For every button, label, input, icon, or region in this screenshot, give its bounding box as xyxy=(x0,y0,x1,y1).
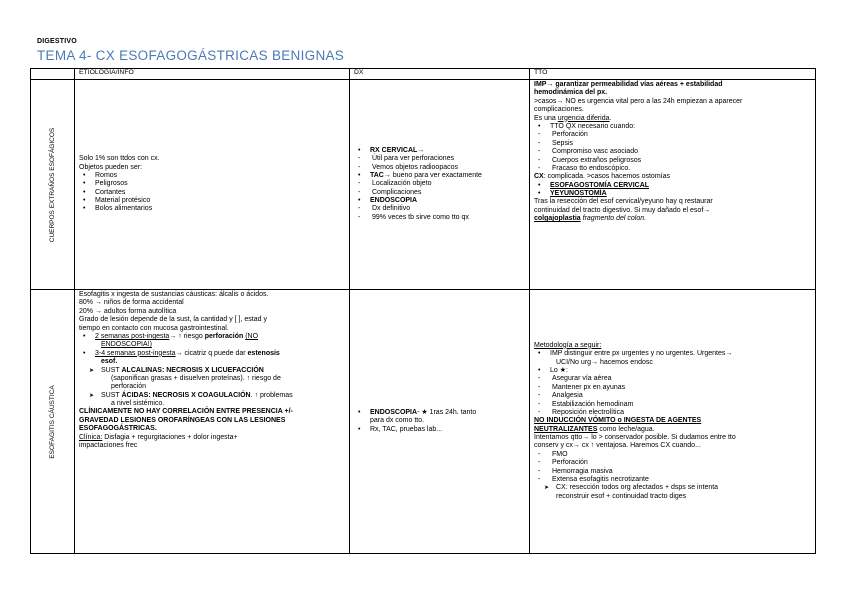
text-line: ENDOSCOPIA!) xyxy=(101,341,152,349)
text: → bueno para ver exactamente xyxy=(383,171,482,179)
text: → cicatriz q puede dar xyxy=(175,349,248,357)
list-item: - Fracaso tto endoscópico. xyxy=(534,165,811,173)
list-item: - Perforación xyxy=(534,459,811,467)
bold-text: ALCALINAS: NECROSIS X LICUEFACCIÓN xyxy=(121,366,264,374)
dx-cell xyxy=(350,290,530,554)
text-line: CLÍNICAMENTE NO HAY CORRELACIÓN ENTRE PRESENCIA +/- xyxy=(79,408,293,416)
text-line xyxy=(534,426,811,434)
list-item xyxy=(354,172,525,180)
italic-text: fragmento del colon. xyxy=(580,215,647,223)
list-item: • Rx, TAC, pruebas lab... xyxy=(354,426,525,434)
dx-cell xyxy=(350,80,530,290)
text-line: conserv y cx→ cx ↑ ventajosa. Haremos CX cuando... xyxy=(534,442,701,450)
text: como leche/agua. xyxy=(597,425,655,433)
list-item: • Romos xyxy=(79,172,345,180)
document-title: TEMA 4- CX ESOFAGOGÁSTRICAS BENIGNAS xyxy=(37,48,345,63)
text: . xyxy=(609,114,612,122)
list-item: - Compromiso vasc asociado xyxy=(534,148,811,156)
text-line: reconstruir esof + continuidad tracto diges xyxy=(556,492,687,500)
list-item: - Cuerpos extraños peligrosos xyxy=(534,157,811,165)
table-header-row xyxy=(31,69,816,80)
text-line: esof. xyxy=(101,358,118,366)
text-line: Objetos pueden ser: xyxy=(79,163,143,171)
list-item: ➤ CX: resección todos org afectados + dsps se intenta xyxy=(534,484,811,492)
text-line: Tras la resección del esof cervical/yeyuno hay q restaurar xyxy=(534,198,713,206)
bold-text: TAC xyxy=(370,171,384,179)
list-item: - Dx definitivo xyxy=(354,205,525,213)
underlined-text: 2 semanas post-ingesta xyxy=(95,332,170,340)
list-item: - Perforación xyxy=(534,131,811,139)
column-header-tto: TTO xyxy=(530,69,816,80)
list-item: • Material protésico xyxy=(79,197,345,205)
list-item: - Estabilización hemodinam xyxy=(534,401,811,409)
text: → ↑ riesgo xyxy=(169,332,205,340)
text-line: UCI/No urg→ hacemos endosc xyxy=(556,358,653,366)
bold-text: YEYUNOSTOMÍA xyxy=(550,190,607,198)
bold-text: CX xyxy=(534,173,544,181)
text-line: Esofagitis x ingesta de sustancias cáusticas: álcalis o ácidos. xyxy=(79,291,269,298)
text-line: continuidad del tracto digestivo. Si muy dañado el esof→ xyxy=(534,206,711,214)
list-item: • TTO QX necesario cuando: xyxy=(534,123,811,131)
text-line: 80% → niños de forma accidental xyxy=(79,299,184,307)
text: - ★ 1ras 24h. tanto xyxy=(417,408,477,416)
list-item: - Analgesia xyxy=(534,392,811,400)
table-row xyxy=(31,290,816,554)
underlined-text: Clínica: xyxy=(79,433,103,441)
list-item: - FMO xyxy=(534,451,811,459)
list-item: - Reposición electrolítica xyxy=(534,409,811,417)
text-line: Metodología a seguir: xyxy=(534,341,602,349)
etio-cell xyxy=(75,80,350,290)
text-line: Grado de lesión depende de la sust, la cantidad y [ ], estad y xyxy=(79,316,267,324)
text: : complicada. >casos hacemos ostomías xyxy=(543,173,670,181)
list-item: • Bolos alimentarios xyxy=(79,205,345,213)
corner-cell xyxy=(31,69,75,80)
text-line: complicaciones. xyxy=(534,106,584,114)
document-section-label: DIGESTIVO xyxy=(37,38,77,45)
column-header-dx: DX xyxy=(350,69,530,80)
underlined-text: (NO xyxy=(245,332,259,340)
text-line: para dx como tto. xyxy=(370,417,425,425)
bold-text: NEUTRALIZANTES xyxy=(534,425,598,433)
list-item xyxy=(79,367,345,375)
text-line: GRAVEDAD LESIONES OROFARÍNGEAS CON LAS LESIONES xyxy=(79,416,286,424)
list-item: - Útil para ver perforaciones xyxy=(354,155,525,163)
text: Disfagia + regurgitaciones + dolor ingesta+ xyxy=(102,433,238,441)
text-line: hemodinámica del px. xyxy=(534,89,608,97)
text-line: Solo 1% son ttdos con cx. xyxy=(79,155,160,163)
bold-text: perforación xyxy=(204,332,244,340)
tto-cell xyxy=(530,80,816,290)
bold-text: ENDOSCOPIA xyxy=(370,408,418,416)
text-line: NO INDUCCIÓN VÓMITO o INGESTA DE AGENTES xyxy=(534,417,702,425)
text: . ↑ problemas xyxy=(250,391,293,399)
list-item: • IMP distinguir entre px urgentes y no urgentes. Urgentes→ xyxy=(534,350,811,358)
list-item xyxy=(79,350,345,358)
text: → xyxy=(417,146,425,154)
text-line: a nivel sistémico. xyxy=(111,400,165,408)
row-label: ESOFAGITIS CÁUSTICA xyxy=(48,384,56,459)
list-item: - Mantener px en ayunas xyxy=(534,384,811,392)
text-line xyxy=(534,173,811,181)
list-item xyxy=(354,197,525,205)
bold-text: ENDOSCOPIA xyxy=(370,197,418,205)
list-item xyxy=(354,409,525,417)
text-line: perforación xyxy=(111,383,147,391)
bold-text: estenosis xyxy=(247,349,280,357)
list-item xyxy=(354,147,525,155)
etio-cell xyxy=(75,290,350,554)
bold-text: RX CERVICAL xyxy=(370,146,418,154)
list-item: • Lo ★: xyxy=(534,367,811,375)
list-item: - Asegurar vía aérea xyxy=(534,375,811,383)
bold-text: ÁCIDAS: NECROSIS X COAGULACIÓN xyxy=(121,391,251,399)
list-item: - Complicaciones xyxy=(354,189,525,197)
text-line: impactaciones frec xyxy=(79,442,138,450)
list-item: - Hemorragia masiva xyxy=(534,468,811,476)
list-item: - Extensa esofagitis necrotizante xyxy=(534,476,811,484)
list-item: - Localización objeto xyxy=(354,180,525,188)
row-label-cell xyxy=(31,80,75,290)
column-header-etio: ETIOLOGÍA/INFO xyxy=(75,69,350,80)
text-line: ESOFAGOGÁSTRICAS. xyxy=(79,425,157,433)
text: Es una xyxy=(534,114,558,122)
list-item xyxy=(79,333,345,341)
list-item xyxy=(534,190,811,198)
text: SUST xyxy=(101,391,122,399)
tto-cell xyxy=(530,290,816,554)
text-line: IMP→ garantizar permeabilidad vías aéreas + estabilidad xyxy=(534,81,723,88)
text-line: >casos→ NO es urgencia vital pero a las 24h empiezan a aparecer xyxy=(534,97,743,105)
list-item: - Vemos objetos radioopacos xyxy=(354,164,525,172)
list-item xyxy=(534,182,811,190)
text-line: Intentamos qtto→ lo > conservador posible. Si dudamos entre tto xyxy=(534,434,736,442)
bold-text: ESOFAGOSTOMÍA CERVICAL xyxy=(550,181,650,189)
table-row xyxy=(31,80,816,290)
text-line: (saponifican grasas + disuelven proteínas). ↑ riesgo de xyxy=(111,374,281,382)
summary-table xyxy=(30,68,816,554)
bold-text: colgajoplastia xyxy=(534,215,581,223)
text-line xyxy=(534,215,811,223)
row-label-cell xyxy=(31,290,75,554)
underlined-text: 3-4 semanas post-ingesta xyxy=(95,349,176,357)
list-item: • Peligrosos xyxy=(79,180,345,188)
text-line xyxy=(534,115,811,123)
list-item: • Cortantes xyxy=(79,189,345,197)
list-item: - Sepsis xyxy=(534,140,811,148)
underlined-text: urgencia diferida xyxy=(557,114,610,122)
text: SUST xyxy=(101,366,122,374)
text-line: 20% → adultos forma autolítica xyxy=(79,307,177,315)
list-item xyxy=(79,392,345,400)
text-line xyxy=(79,434,345,442)
list-item: - 99% veces tb sirve como tto qx xyxy=(354,214,525,222)
row-label: CUERPOS EXTRAÑOS ESOFÁGICOS xyxy=(48,127,56,242)
text-line: tiempo en contacto con mucosa gastrointestinal. xyxy=(79,324,229,332)
